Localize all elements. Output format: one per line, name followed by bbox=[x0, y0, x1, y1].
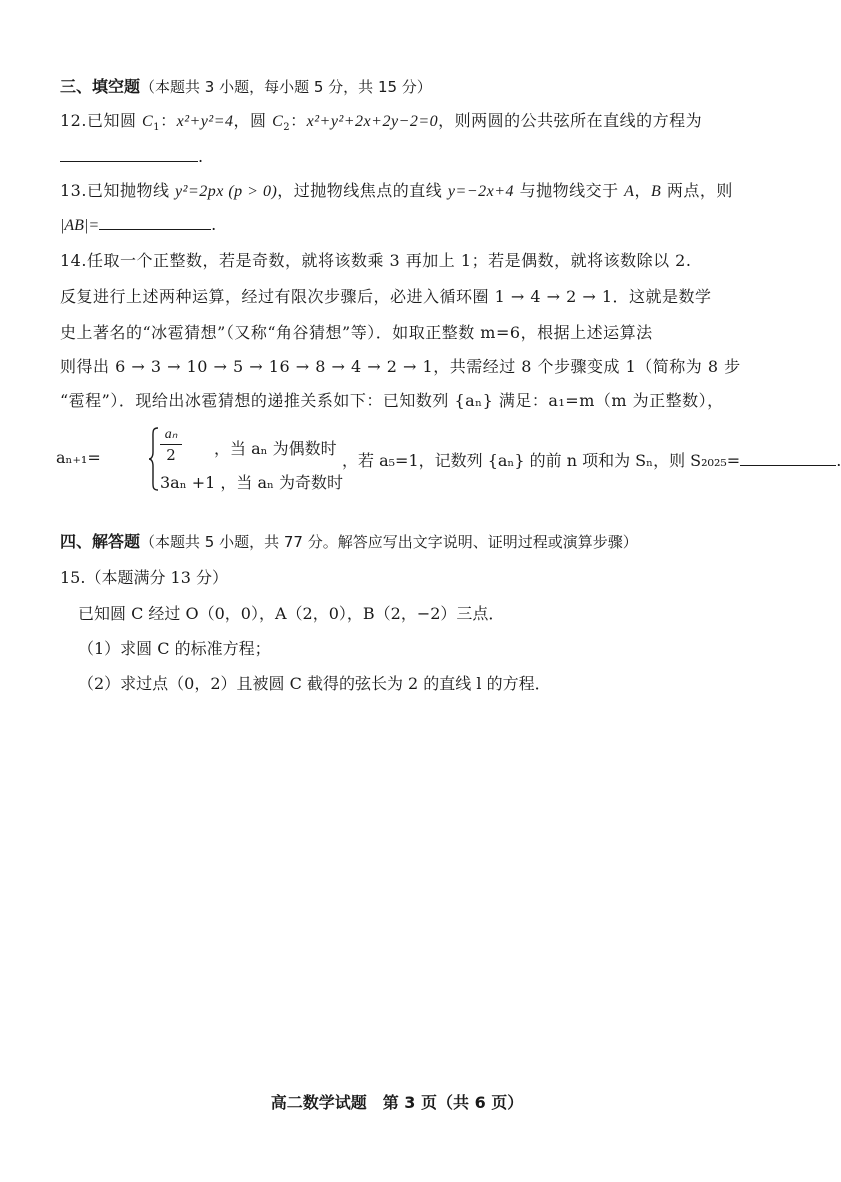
left-brace-icon bbox=[148, 426, 160, 492]
q13-end: . bbox=[211, 215, 217, 234]
q13-answer-blank[interactable] bbox=[99, 215, 211, 230]
question-15-header bbox=[60, 567, 228, 589]
q12-text-2: ： bbox=[160, 111, 177, 130]
question-14-line1 bbox=[60, 250, 691, 272]
q14-text-line5: “雹程”）．现给出冰雹猜想的递推关系如下：已知数列 {aₙ} 满足：a₁=m（m 为正整数）， bbox=[60, 391, 724, 410]
q14-end: . bbox=[836, 451, 841, 470]
q12-circle2-name: C bbox=[272, 113, 284, 130]
section3-heading bbox=[60, 76, 432, 98]
q12-text-5: ，则两圆的公共弦所在直线的方程为 bbox=[438, 111, 703, 130]
question-12-line1 bbox=[60, 110, 702, 133]
q15-header: 15.（本题满分 13 分） bbox=[60, 568, 228, 587]
question-14-line3 bbox=[60, 322, 653, 344]
q12-circle1-sub: 1 bbox=[153, 122, 161, 134]
q13-parabola-equation: y²=2px (p > 0) bbox=[175, 183, 278, 200]
question-12-line2 bbox=[60, 146, 203, 168]
page-footer: 高二数学试题 第 3 页（共 6 页） bbox=[270, 1093, 524, 1112]
q14-text-line3: 史上著名的“冰雹猜想”（又称“角谷猜想”等）．如取正整数 m=6，根据上述运算法 bbox=[60, 323, 653, 342]
q12-circle2-sub: 2 bbox=[283, 122, 291, 134]
q13-ab-length: |AB|= bbox=[60, 217, 100, 234]
q14-number: 14. bbox=[60, 251, 87, 270]
q13-text-2: ，过抛物线焦点的直线 bbox=[277, 181, 448, 200]
section4-heading bbox=[60, 531, 638, 553]
q15-part2-text: （2）求过点（0，2）且被圆 C 截得的弦长为 2 的直线 l 的方程． bbox=[78, 674, 551, 693]
q13-text-5: 两点，则 bbox=[661, 181, 733, 200]
q12-answer-blank[interactable] bbox=[60, 147, 198, 162]
section3-title: 三、填空题 bbox=[60, 77, 141, 96]
question-14-line4 bbox=[60, 356, 741, 378]
q14-case2: 3aₙ +1 ，当 aₙ 为奇数时 bbox=[160, 473, 344, 492]
section3-note: （本题共 3 小题，每小题 5 分，共 15 分） bbox=[140, 78, 432, 96]
section4-note: （本题共 5 小题，共 77 分。解答应写出文字说明、证明过程或演算步骤） bbox=[140, 533, 638, 551]
question-13-line2 bbox=[60, 214, 216, 237]
q12-text-3: ，圆 bbox=[233, 111, 273, 130]
q12-number: 12. bbox=[60, 111, 87, 130]
q13-text-3: 与抛物线交于 bbox=[513, 181, 625, 200]
q13-point-a: A bbox=[624, 183, 635, 200]
q14-tail-text: ，若 a₅=1，记数列 {aₙ} 的前 n 项和为 Sₙ，则 S₂₀₂₅= bbox=[342, 451, 741, 470]
q12-circle1-name: C bbox=[142, 113, 154, 130]
q13-line-equation: y=−2x+4 bbox=[447, 183, 514, 200]
q14-fraction-denominator: 2 bbox=[166, 446, 176, 464]
q12-equation-2: x²+y²+2x+2y−2=0 bbox=[306, 113, 439, 130]
question-13-line1 bbox=[60, 180, 733, 203]
q14-recurrence-lhs: aₙ₊₁= bbox=[56, 448, 101, 467]
q14-fraction-numerator: aₙ bbox=[160, 426, 182, 445]
section4-title: 四、解答题 bbox=[60, 532, 141, 551]
q14-text-line4: 则得出 6 → 3 → 10 → 5 → 16 → 8 → 4 → 2 → 1，共需经过 8 个步骤变成 1（简称为 8 步 bbox=[60, 357, 741, 376]
q14-text-line2: 反复进行上述两种运算，经过有限次步骤后，必进入循环圈 1 → 4 → 2 → 1．这就是数学 bbox=[60, 287, 712, 306]
q15-part1-text: （1）求圆 C 的标准方程； bbox=[78, 639, 271, 658]
question-15-stem bbox=[78, 603, 504, 625]
q14-fraction bbox=[160, 426, 182, 465]
q12-text-4: ： bbox=[290, 111, 307, 130]
q13-point-b: B bbox=[650, 183, 662, 200]
q12-text-1: 已知圆 bbox=[86, 111, 143, 130]
q14-case1-condition: ，当 aₙ 为偶数时 bbox=[214, 439, 337, 458]
q14-recurrence-formula bbox=[56, 426, 841, 492]
question-14-line5 bbox=[60, 390, 724, 412]
q13-number: 13. bbox=[60, 181, 87, 200]
question-15-part1 bbox=[78, 638, 271, 660]
q14-question-tail bbox=[342, 448, 841, 471]
q13-text-4: ， bbox=[634, 181, 651, 200]
q15-stem-text: 已知圆 C 经过 O（0，0），A（2，0），B（2，−2）三点． bbox=[78, 604, 505, 623]
q12-equation-1: x²+y²=4 bbox=[176, 113, 234, 130]
q14-answer-blank[interactable] bbox=[740, 451, 836, 466]
q14-text-line1: 任取一个正整数，若是奇数，就将该数乘 3 再加上 1；若是偶数，就将该数除以 2. bbox=[86, 251, 692, 270]
question-14-line2 bbox=[60, 286, 712, 308]
q12-end: . bbox=[198, 147, 204, 166]
question-15-part2 bbox=[78, 673, 551, 695]
q13-text-1: 已知抛物线 bbox=[86, 181, 176, 200]
